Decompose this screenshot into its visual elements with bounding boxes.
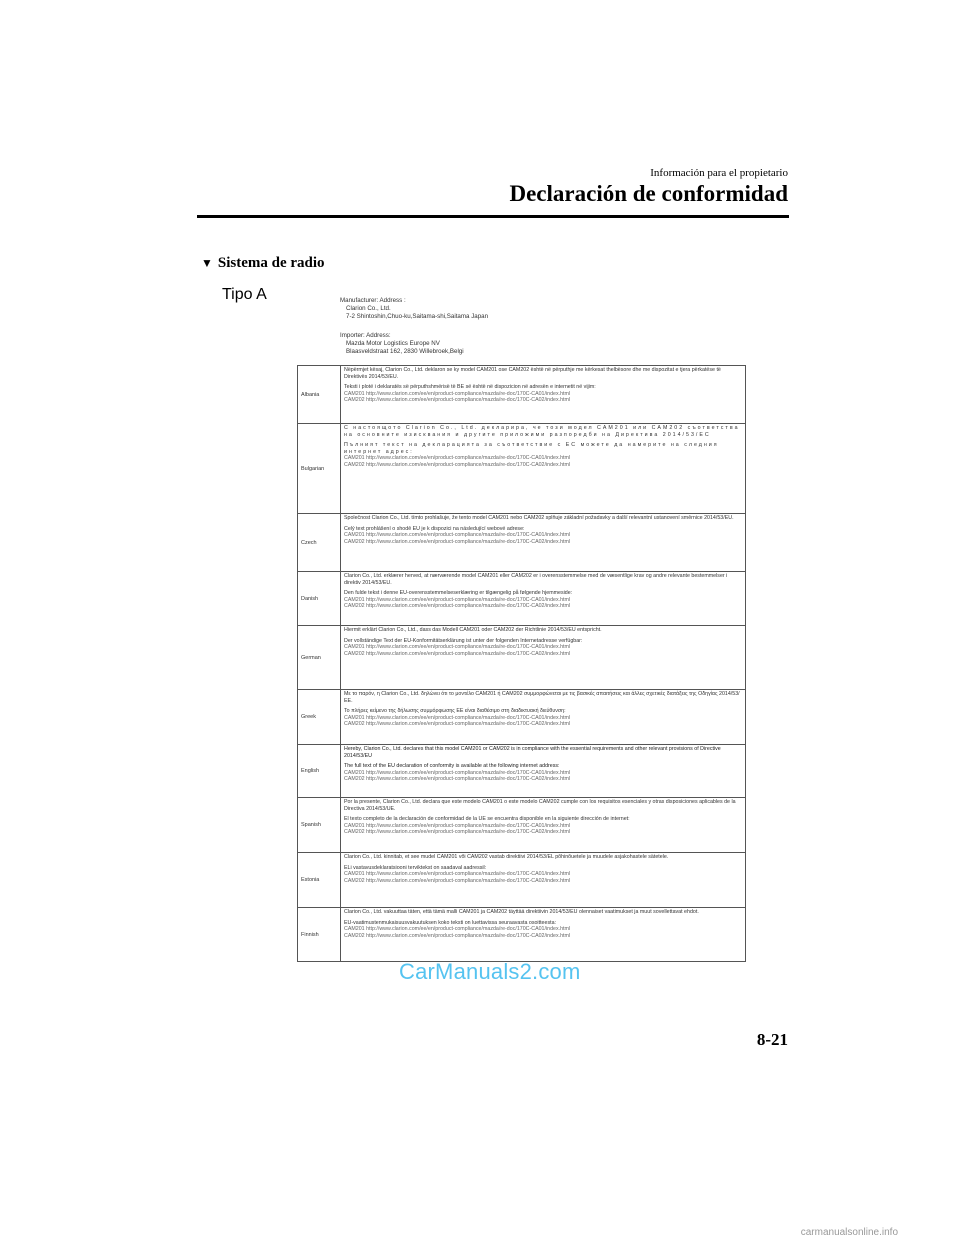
declaration-url: CAM201 http://www.clarion.com/ee/en/product-compliance/mazda/re-doc/170C-CA01/index.html — [344, 644, 571, 650]
declaration-url: CAM201 http://www.clarion.com/ee/en/product-compliance/mazda/re-doc/170C-CA01/index.html — [344, 871, 571, 877]
language-cell: Estonia — [298, 853, 341, 908]
declaration-url: CAM201 http://www.clarion.com/ee/en/product-compliance/mazda/re-doc/170C-CA01/index.html — [344, 596, 571, 603]
declaration-text: Hereby, Clarion Co., Ltd. declares that this model CAM201 or CAM202 is in compliance with the essential requirements and other relevant provisions of Directive 2014/53/EU — [344, 746, 721, 759]
declaration-url: CAM202 http://www.clarion.com/ee/en/product-compliance/mazda/re-doc/170C-CA02/index.html — [344, 829, 571, 835]
declaration-text: Clarion Co., Ltd. erklærer herved, at nærværende model CAM201 eller CAM202 er i overensstemmelse med de væsentlige krav og andre relevante bestemmelser i direktiv 2014/53/EU. — [344, 573, 728, 586]
declaration-url: CAM202 http://www.clarion.com/ee/en/product-compliance/mazda/re-doc/170C-CA02/index.html — [344, 603, 571, 609]
declaration-text: Clarion Co., Ltd. kinnitab, et see mudel CAM201 või CAM202 vastab direktiivi 2014/53/EL põhinõuetele ja muudele asjakohastele sätetele. — [344, 854, 669, 860]
watermark-logo: CarManuals2.com — [399, 959, 581, 984]
declaration-cell — [341, 424, 746, 514]
language-cell: Albania — [298, 366, 341, 424]
header-divider — [197, 215, 789, 218]
table-row — [298, 424, 746, 514]
table-row — [298, 366, 746, 424]
triangle-down-icon: ▼ — [201, 256, 213, 270]
declaration-text: Пълният текст на декларацията за съответствие с ЕС можете да намерите на следния интернет адрес: — [344, 442, 719, 455]
declaration-text: ELi vastavusdeklaratsiooni terviktekst on saadaval aadressil: — [344, 864, 487, 871]
table-row — [298, 798, 746, 853]
declaration-text: Teksti i plotë i deklaratës së përputhshmërisë të BE së është në dispozicion në adresën e internetit në vijim: — [344, 384, 596, 390]
table-row — [298, 626, 746, 690]
declaration-url: CAM202 http://www.clarion.com/ee/en/product-compliance/mazda/re-doc/170C-CA02/index.html — [344, 538, 571, 545]
declaration-text: Το πλήρες κείμενο της δήλωσης συμμόρφωσης ΕΕ είναι διαθέσιμο στη διαδικτυακή διεύθυνση: — [344, 708, 566, 714]
importer-line: Mazda Motor Logistics Europe NV — [346, 340, 440, 347]
declaration-url: CAM201 http://www.clarion.com/ee/en/product-compliance/mazda/re-doc/170C-CA01/index.html — [344, 926, 571, 932]
declaration-url: CAM202 http://www.clarion.com/ee/en/product-compliance/mazda/re-doc/170C-CA02/index.html — [344, 932, 571, 939]
declaration-text: Celý text prohlášení o shodě EU je k dispozici na následující webové adrese: — [344, 525, 525, 532]
importer-line: Blaasveldstraat 162, 2830 Willebroek,Belgi — [346, 348, 464, 355]
importer-heading: Importer: Address: — [340, 332, 391, 339]
declaration-cell — [341, 745, 746, 798]
declaration-cell — [341, 798, 746, 853]
declaration-text: Clarion Co., Ltd. vakuuttaa täten, että tämä malli CAM201 ja CAM202 täyttää direktiivin 2014/53/EU olennaiset vaatimukset ja muut sovellettavat ehdot. — [344, 909, 699, 915]
manufacturer-line: 7-2 Shintoshin,Chuo-ku,Saitama-shi,Saitama Japan — [346, 313, 489, 320]
declaration-text: Der vollständige Text der EU-Konformitätserklärung ist unter der folgenden Internetadresse verfügbar: — [344, 637, 583, 644]
manufacturer-line: Clarion Co., Ltd. — [346, 305, 391, 312]
declaration-text: Společnost Clarion Co., Ltd. tímto prohlašuje, že tento model CAM201 nebo CAM202 splňuje základní požadavky a další relevantní ustanovení směrnice 2014/53/EU. — [344, 515, 734, 521]
declaration-url: CAM202 http://www.clarion.com/ee/en/product-compliance/mazda/re-doc/170C-CA02/index.html — [344, 776, 571, 782]
declaration-cell — [341, 690, 746, 745]
declaration-url: CAM202 http://www.clarion.com/ee/en/product-compliance/mazda/re-doc/170C-CA02/index.html — [344, 721, 571, 727]
language-cell: Danish — [298, 572, 341, 626]
declaration-cell — [341, 853, 746, 908]
language-cell: English — [298, 745, 341, 798]
manufacturer-address — [340, 297, 488, 321]
declaration-url: CAM201 http://www.clarion.com/ee/en/product-compliance/mazda/re-doc/170C-CA01/index.html — [344, 714, 571, 721]
declaration-text: El texto completo de la declaración de conformidad de la UE se encuentra disponible en la siguiente dirección de internet: — [344, 816, 630, 822]
table-row — [298, 514, 746, 572]
language-cell: German — [298, 626, 341, 690]
declaration-url: CAM201 http://www.clarion.com/ee/en/product-compliance/mazda/re-doc/170C-CA01/index.html — [344, 455, 571, 461]
declaration-url: CAM202 http://www.clarion.com/ee/en/product-compliance/mazda/re-doc/170C-CA02/index.html — [344, 397, 571, 403]
declaration-url: CAM202 http://www.clarion.com/ee/en/product-compliance/mazda/re-doc/170C-CA02/index.html — [344, 461, 571, 468]
manufacturer-heading: Manufacturer: Address : — [340, 297, 406, 304]
language-cell: Spanish — [298, 798, 341, 853]
page-number: 8-21 — [756, 1030, 788, 1049]
declaration-url: CAM201 http://www.clarion.com/ee/en/product-compliance/mazda/re-doc/170C-CA01/index.html — [344, 390, 571, 397]
declaration-url: CAM201 http://www.clarion.com/ee/en/product-compliance/mazda/re-doc/170C-CA01/index.html — [344, 532, 571, 538]
section-heading — [201, 255, 325, 272]
declaration-url: CAM201 http://www.clarion.com/ee/en/product-compliance/mazda/re-doc/170C-CA01/index.html — [344, 822, 571, 829]
table-row — [298, 853, 746, 908]
declaration-cell — [341, 514, 746, 572]
language-cell: Greek — [298, 690, 341, 745]
footer-url[interactable]: carmanualsonline.info — [800, 1227, 898, 1238]
language-cell: Finnish — [298, 908, 341, 962]
language-cell: Czech — [298, 514, 341, 572]
declaration-text: Με το παρόν, η Clarion Co., Ltd. δηλώνει ότι το μοντέλο CAM201 ή CAM202 συμμορφώνεται με τις βασικές απαιτήσεις και άλλες σχετικές διατάξεις της Οδηγίας 2014/53/ΕΕ. — [344, 691, 740, 704]
declaration-text: The full text of the EU declaration of conformity is available at the following internet address: — [344, 763, 560, 769]
declaration-text: С настоящото Clarion Co., Ltd. декларира, че този модел CAM201 или CAM202 съответства на основните изисквания и другите приложими разпоредби на Директива 2014/53/ЕС — [344, 425, 740, 438]
language-cell: Bulgarian — [298, 424, 341, 514]
declaration-text: EU-vaatimustenmukaisuusvakuutuksen koko teksti on luettavissa seuraavasta osoitteesta: — [344, 919, 556, 926]
type-label: Tipo A — [222, 286, 267, 303]
declaration-text: Hiermit erklärt Clarion Co., Ltd., dass das Modell CAM201 oder CAM202 der Richtlinie 2014/53/EU entspricht. — [344, 627, 602, 633]
declaration-text: Nëpërmjet kësaj, Clarion Co., Ltd. deklaron se ky model CAM201 ose CAM202 është në përputhje me kërkesat thelbësore dhe me dispozitat e tjera përkatëse të Direktivës 2014/53/EU. — [344, 367, 721, 380]
declaration-text: Por la presente, Clarion Co., Ltd. declara que este modelo CAM201 o este modelo CAM202 cumple con los requisitos esenciales y otras disposiciones aplicables de la Directiva 2014/53/UE. — [344, 799, 736, 812]
declaration-url: CAM202 http://www.clarion.com/ee/en/product-compliance/mazda/re-doc/170C-CA02/index.html — [344, 650, 571, 657]
table-row — [298, 745, 746, 798]
header-subtitle: Información para el propietario — [650, 167, 788, 179]
declaration-cell — [341, 366, 746, 424]
declaration-cell — [341, 626, 746, 690]
table-row — [298, 690, 746, 745]
importer-address — [340, 332, 464, 356]
table-row — [298, 908, 746, 962]
declaration-url: CAM201 http://www.clarion.com/ee/en/product-compliance/mazda/re-doc/170C-CA01/index.html — [344, 769, 571, 776]
declaration-text: Den fulde tekst i denne EU-overensstemmelseserklæring er tilgængelig på følgende hjemmeside: — [344, 590, 573, 596]
declaration-table — [297, 365, 746, 962]
table-row — [298, 572, 746, 626]
declaration-cell — [341, 572, 746, 626]
declaration-cell — [341, 908, 746, 962]
section-title: Sistema de radio — [217, 255, 325, 271]
declaration-url: CAM202 http://www.clarion.com/ee/en/product-compliance/mazda/re-doc/170C-CA02/index.html — [344, 877, 571, 884]
page-title: Declaración de conformidad — [509, 181, 788, 206]
